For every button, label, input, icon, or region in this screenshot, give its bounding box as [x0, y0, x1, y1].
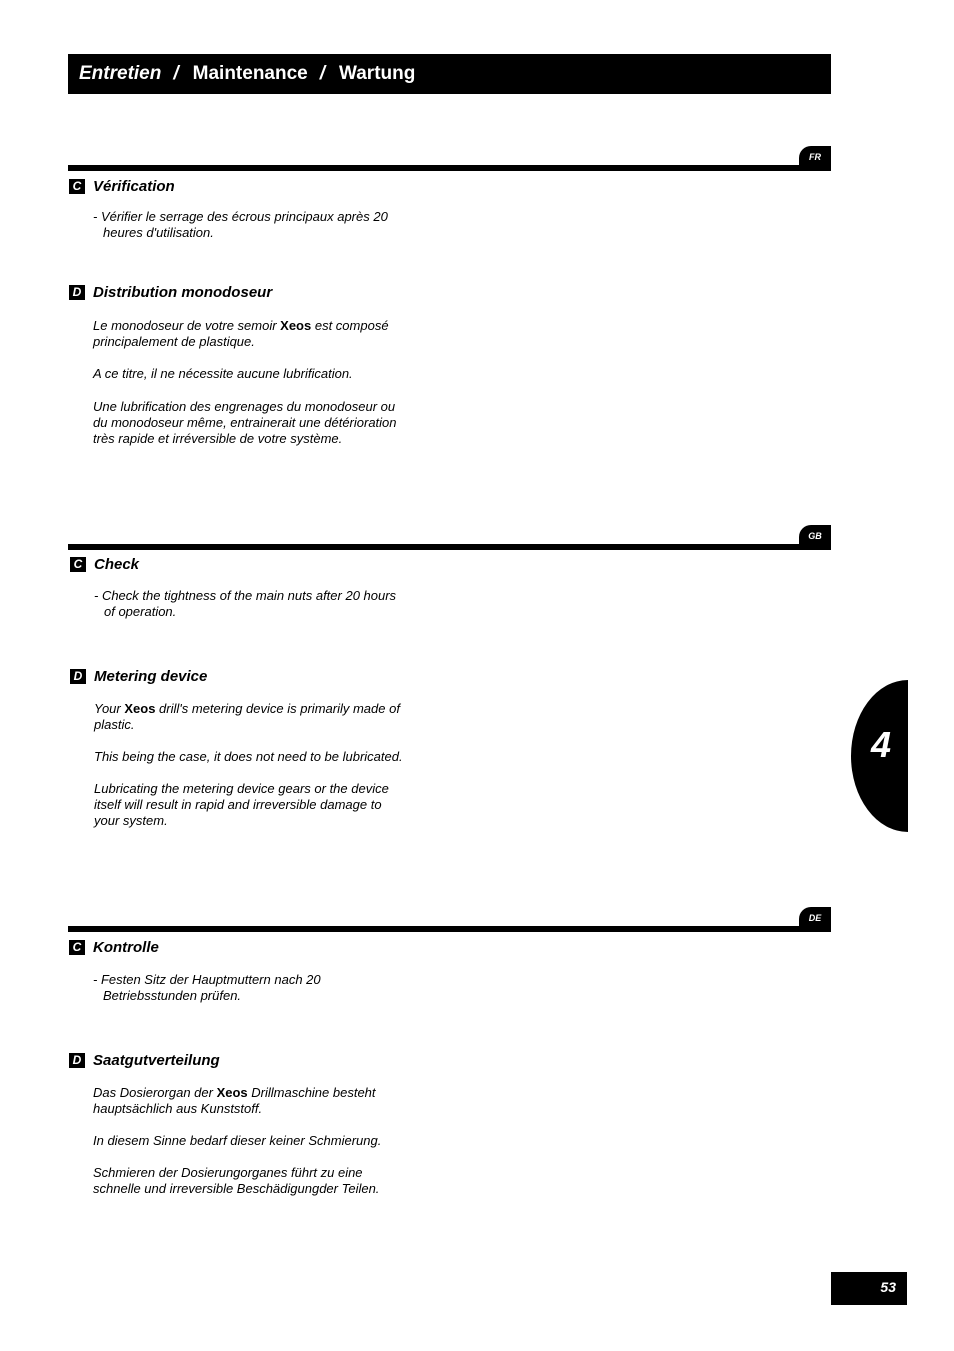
brand-name: Xeos: [124, 701, 156, 716]
section-heading-metering-de: [69, 1052, 220, 1069]
check-instruction-fr: - Vérifier le serrage des écrous principaux après 20 heures d'utilisation.: [93, 209, 388, 240]
header-title-de: Wartung: [339, 63, 416, 84]
metering-paragraph-3-gb: Lubricating the metering device gears or the device itself will result in rapid and irreversible damage to your system.: [94, 781, 389, 828]
section-title: Vérification: [93, 178, 175, 195]
header-title-gb: Maintenance: [192, 63, 308, 84]
section-letter-d: D: [69, 1053, 85, 1068]
metering-paragraph-2-gb: This being the case, it does not need to be lubricated.: [94, 749, 403, 764]
page-header: [68, 54, 831, 94]
section-letter-d: D: [70, 669, 86, 684]
brand-name: Xeos: [280, 318, 312, 333]
section-title: Saatgutverteilung: [93, 1052, 220, 1069]
section-heading-metering-gb: [70, 668, 207, 685]
text-run: drill's metering device is primarily made of plastic.: [94, 701, 400, 732]
section-title: Check: [94, 556, 140, 573]
text-run: Your: [94, 701, 125, 716]
metering-paragraph-2-de: In diesem Sinne bedarf dieser keiner Schmierung.: [93, 1133, 382, 1148]
text-run: Drillmaschine besteht hauptsächlich aus Kunststoff.: [93, 1085, 376, 1116]
section-heading-check-de: [69, 939, 159, 956]
metering-paragraph-3-de: Schmieren der Dosierungorganes führt zu eine schnelle und irreversible Beschädigungder Teilen.: [93, 1165, 380, 1196]
language-tab-fr: FR: [799, 146, 831, 170]
text-run: Das Dosierorgan der: [93, 1085, 217, 1100]
check-instruction-gb: - Check the tightness of the main nuts after 20 hours of operation.: [94, 588, 397, 619]
metering-paragraph-1-fr: [93, 318, 423, 350]
chapter-number: 4: [871, 724, 892, 765]
section-heading-metering-fr: [69, 284, 272, 301]
section-letter-d: D: [69, 285, 85, 300]
metering-paragraph-3-fr: Une lubrification des engrenages du monodoseur ou du monodoseur même, entrainerait une détérioration très rapide et irréversible de votre système.: [93, 399, 397, 446]
text-run: est composé principalement de plastique.: [93, 318, 389, 349]
section-letter-c: C: [69, 179, 85, 194]
header-separator: /: [173, 63, 179, 84]
section-heading-check-fr: [69, 178, 175, 195]
brand-name: Xeos: [216, 1085, 248, 1100]
check-instruction-de: - Festen Sitz der Hauptmuttern nach 20 Betriebsstunden prüfen.: [93, 972, 321, 1003]
page-number: 53: [831, 1272, 907, 1305]
metering-paragraph-2-fr: A ce titre, il ne nécessite aucune lubrification.: [93, 366, 353, 381]
section-title: Distribution monodoseur: [93, 284, 273, 301]
section-title: Metering device: [94, 668, 208, 685]
section-divider-de: [68, 926, 831, 932]
section-letter-c: C: [70, 557, 86, 572]
language-tab-gb: GB: [799, 525, 831, 549]
header-title-fr: Entretien: [79, 63, 162, 84]
section-letter-c: C: [69, 940, 85, 955]
language-tab-de: DE: [799, 907, 831, 931]
header-separator: /: [319, 63, 326, 84]
section-divider-gb: [68, 544, 831, 550]
metering-paragraph-1-de: [93, 1085, 423, 1117]
section-heading-check-gb: [70, 556, 139, 573]
section-divider-fr: [68, 165, 831, 171]
metering-paragraph-1-gb: [94, 701, 424, 733]
text-run: Le monodoseur de votre semoir: [93, 318, 281, 333]
section-title: Kontrolle: [93, 939, 159, 956]
